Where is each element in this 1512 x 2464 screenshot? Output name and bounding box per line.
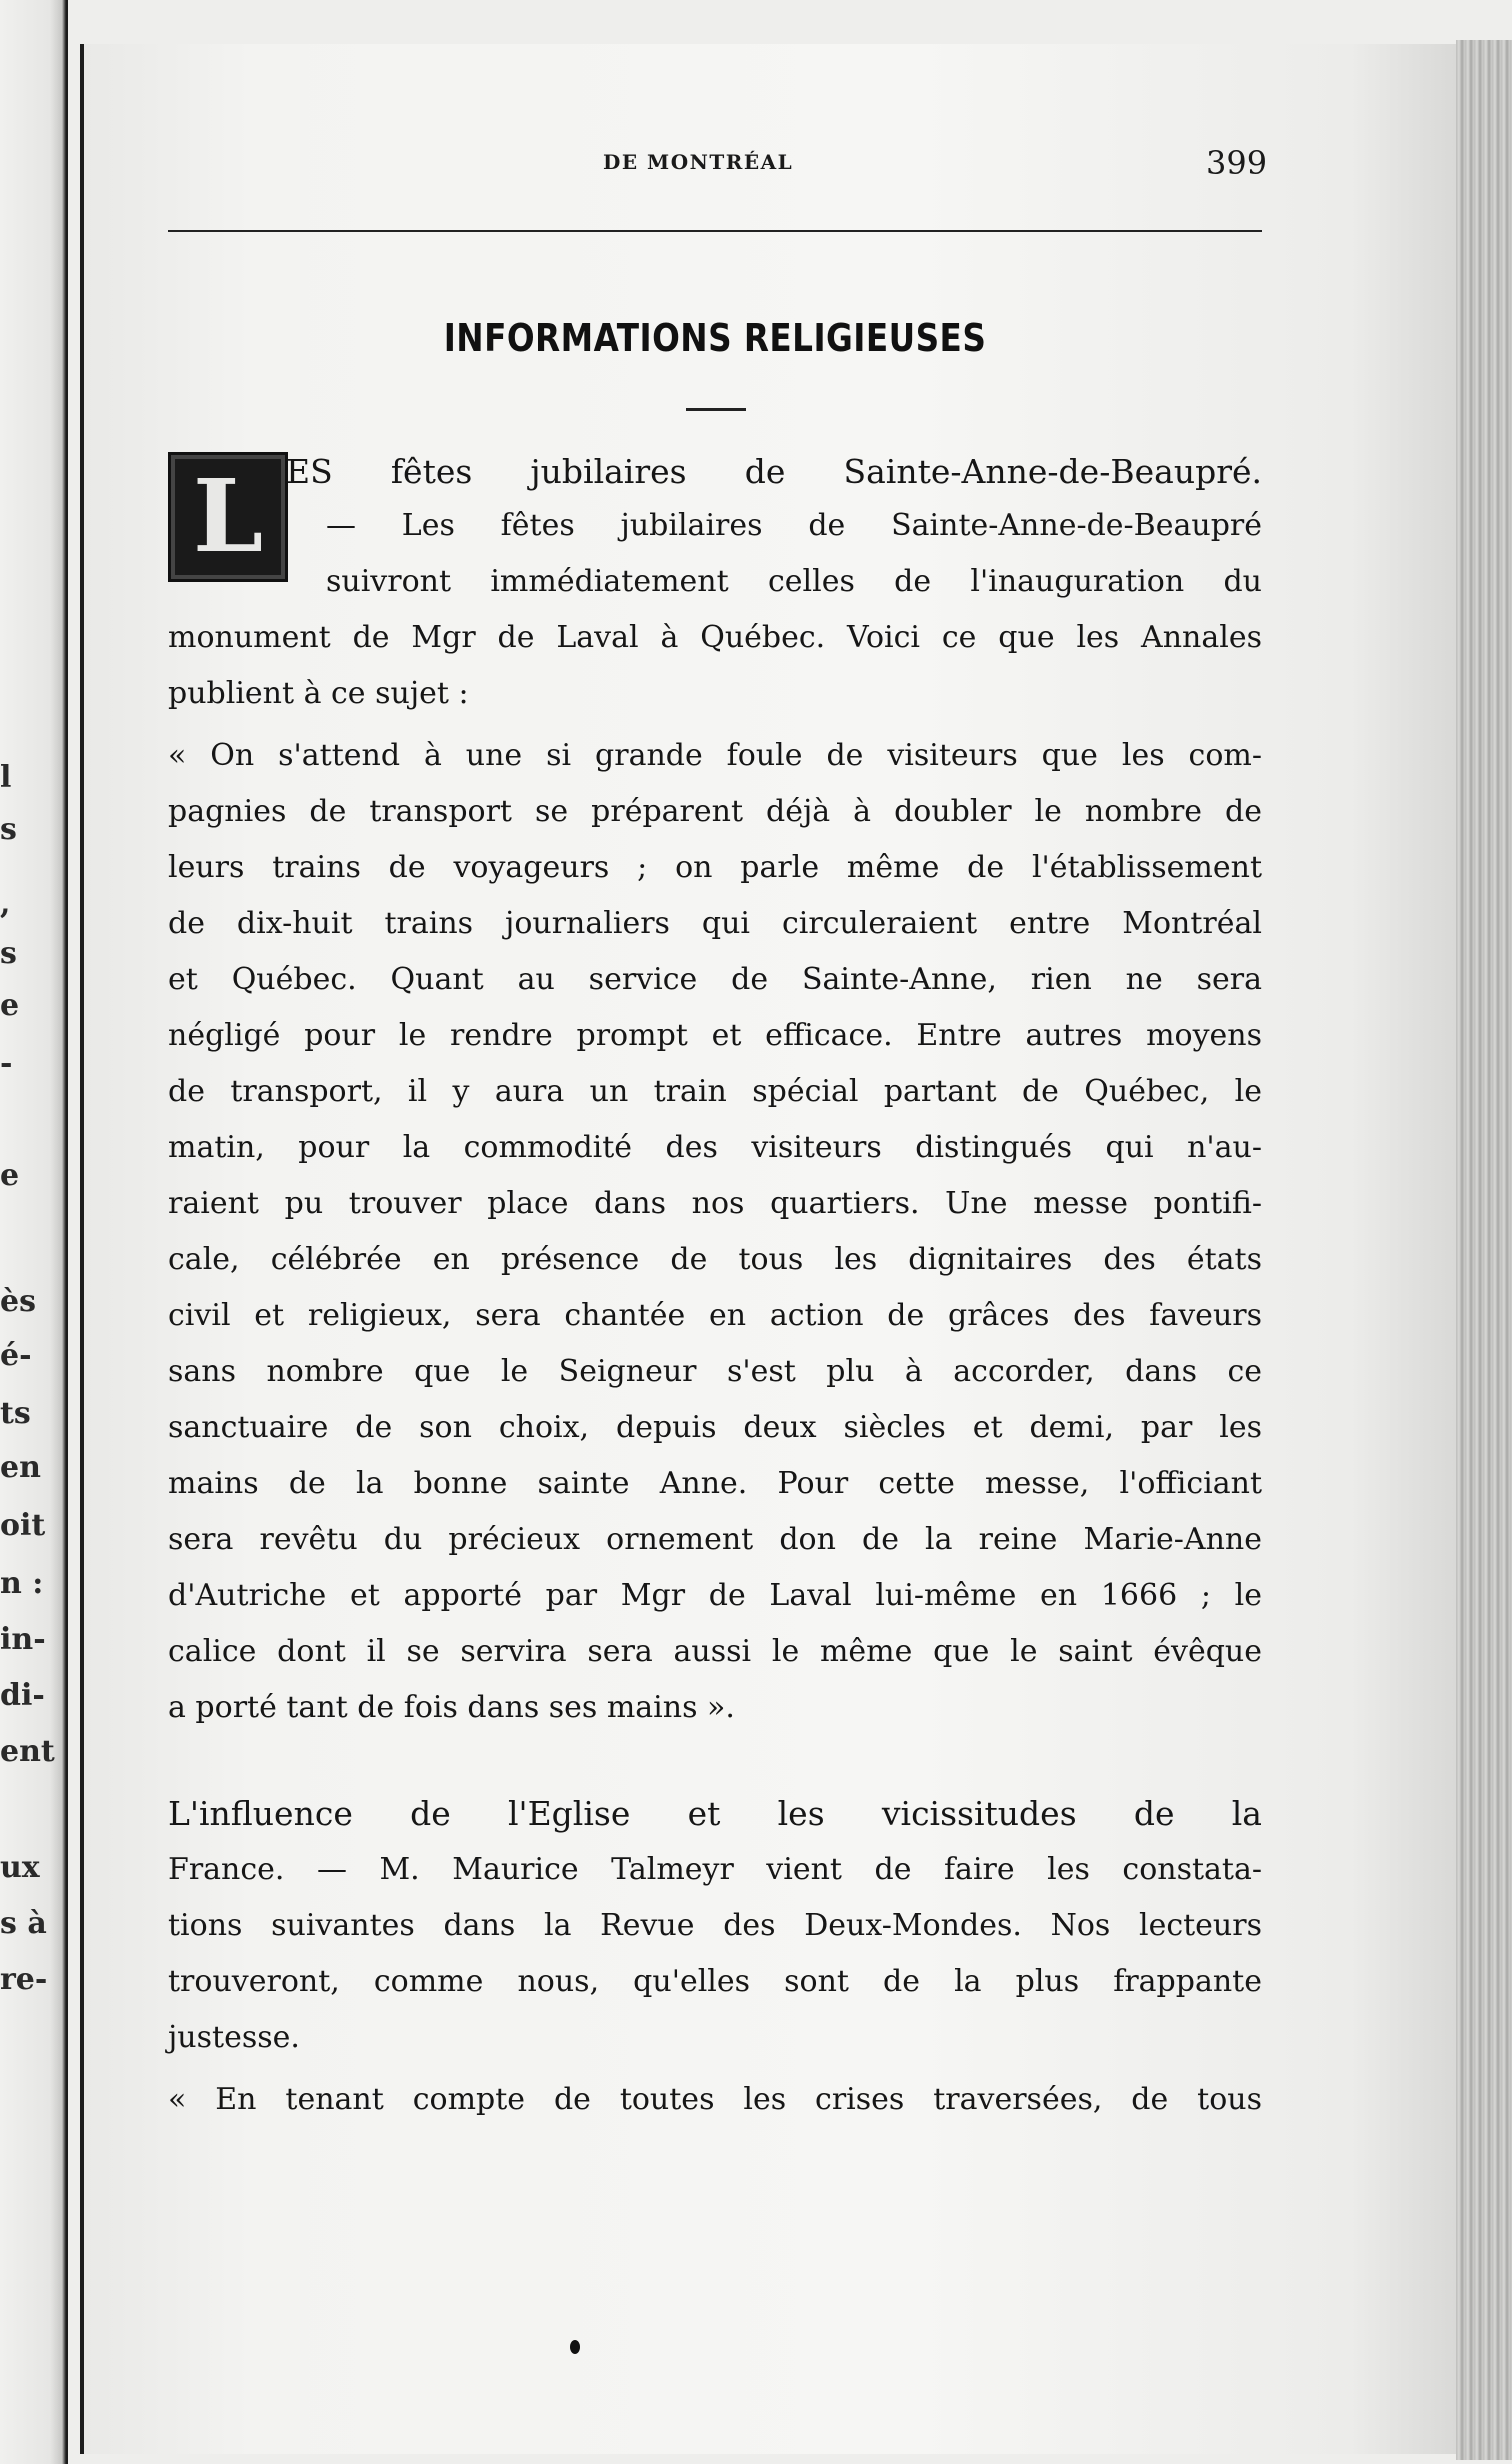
text-line: monument de Mgr de Laval à Québec. Voici ce que les Annales	[168, 620, 1262, 655]
text-line: ES fêtes jubilaires de Sainte-Anne-de-Beaupré.	[286, 452, 1262, 491]
section-title: INFORMATIONS RELIGIEUSES	[443, 316, 987, 360]
prev-page-fragment: s à	[0, 1906, 47, 1941]
text-line: leurs trains de voyageurs ; on parle même de l'établissement	[168, 850, 1262, 885]
prev-page-fragment: in-	[0, 1622, 46, 1657]
prev-page-fragment: e	[0, 1158, 20, 1193]
running-head: DE MONTRÉAL	[603, 150, 794, 174]
dropcap-letter: L	[192, 457, 264, 575]
prev-page-fragment: -	[0, 1046, 13, 1081]
text-line: et Québec. Quant au service de Sainte-Anne, rien ne sera	[168, 962, 1262, 997]
text-line: matin, pour la commodité des visiteurs distingués qui n'au-	[168, 1130, 1262, 1165]
prev-page-fragment: n :	[0, 1566, 44, 1601]
text-line: mains de la bonne sainte Anne. Pour cette messe, l'officiant	[168, 1466, 1262, 1501]
printer-mark	[570, 2340, 580, 2354]
text-line: de dix-huit trains journaliers qui circuleraient entre Montréal	[168, 906, 1262, 941]
text-line: sera revêtu du précieux ornement don de la reine Marie-Anne	[168, 1522, 1262, 1557]
ornamental-dropcap	[168, 452, 288, 582]
prev-page-fragment: e	[0, 988, 20, 1023]
text-line: — Les fêtes jubilaires de Sainte-Anne-de-Beaupré	[326, 508, 1262, 543]
prev-page-fragment: re-	[0, 1962, 48, 1997]
text-line: L'influence de l'Eglise et les vicissitudes de la	[168, 1794, 1262, 1833]
prev-page-fragment: s	[0, 936, 17, 971]
text-line: « En tenant compte de toutes les crises traversées, de tous	[168, 2082, 1262, 2117]
text-line: publient à ce sujet :	[168, 676, 469, 711]
text-line: trouveront, comme nous, qu'elles sont de la plus frappante	[168, 1964, 1262, 1999]
text-line: « On s'attend à une si grande foule de visiteurs que les com-	[168, 738, 1262, 773]
title-rule	[686, 408, 746, 411]
prev-page-fragment: ux	[0, 1850, 40, 1885]
text-line: tions suivantes dans la Revue des Deux-Mondes. Nos lecteurs	[168, 1908, 1262, 1943]
prev-page-fragment: di-	[0, 1678, 45, 1713]
text-line: civil et religieux, sera chantée en action de grâces des faveurs	[168, 1298, 1262, 1333]
prev-page-fragment: s	[0, 812, 17, 847]
page-number: 399	[1206, 144, 1268, 182]
text-line: suivront immédiatement celles de l'inauguration du	[326, 564, 1262, 599]
text-line: raient pu trouver place dans nos quartiers. Une messe pontifi-	[168, 1186, 1262, 1221]
prev-page-fragment: ts	[0, 1396, 31, 1431]
text-line: France. — M. Maurice Talmeyr vient de faire les constata-	[168, 1852, 1262, 1887]
text-line: calice dont il se servira sera aussi le même que le saint évêque	[168, 1634, 1262, 1669]
prev-page-fragment: en	[0, 1450, 41, 1485]
prev-page-fragment: ent	[0, 1734, 55, 1769]
text-line: justesse.	[168, 2020, 300, 2055]
page-stack-edge	[1456, 40, 1512, 2460]
text-line: a porté tant de fois dans ses mains ».	[168, 1690, 735, 1725]
text-line: pagnies de transport se préparent déjà à doubler le nombre de	[168, 794, 1262, 829]
text-line: sans nombre que le Seigneur s'est plu à accorder, dans ce	[168, 1354, 1262, 1389]
prev-page-fragment: é-	[0, 1338, 32, 1373]
text-line: sanctuaire de son choix, depuis deux siècles et demi, par les	[168, 1410, 1262, 1445]
text-line: d'Autriche et apporté par Mgr de Laval lui-même en 1666 ; le	[168, 1578, 1262, 1613]
prev-page-fragment: oit	[0, 1508, 46, 1543]
prev-page-fragment: l	[0, 760, 12, 795]
text-line: de transport, il y aura un train spécial partant de Québec, le	[168, 1074, 1262, 1109]
text-line: négligé pour le rendre prompt et efficace. Entre autres moyens	[168, 1018, 1262, 1053]
prev-page-fragment: ès	[0, 1284, 36, 1319]
prev-page-fragment: ,	[0, 886, 11, 921]
header-rule	[168, 230, 1262, 232]
previous-page-edge	[0, 0, 68, 2464]
text-line: cale, célébrée en présence de tous les dignitaires des états	[168, 1242, 1262, 1277]
